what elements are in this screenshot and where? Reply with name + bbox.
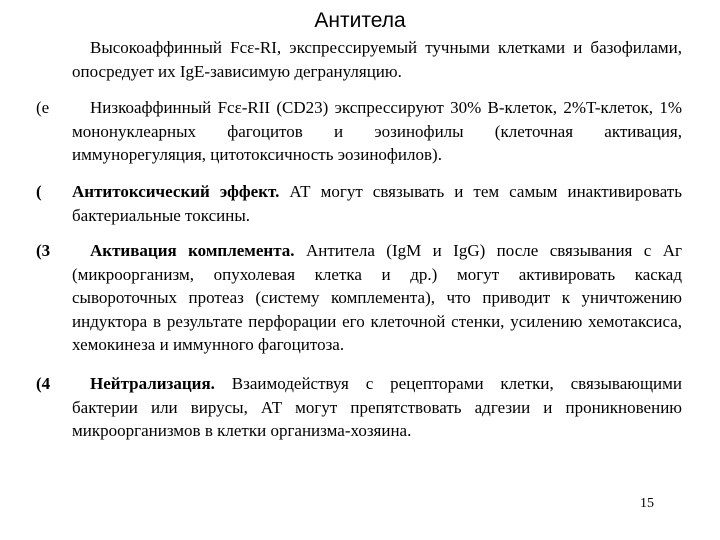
paragraph-neutralization (72, 372, 682, 443)
paragraph-heading: Активация комплемента. (90, 241, 295, 260)
paragraph-text: Низкоаффинный Fcε-RII (CD23) экспрессируют 30% B-клеток, 2%T-клеток, 1% мононуклеарных фагоцитов и эозинофилы (клеточная активация, иммунорегуляция, цитотоксичность эозинофилов). (72, 98, 682, 165)
paragraph-marker: (3 (36, 241, 51, 260)
page-number: 15 (640, 496, 654, 511)
paragraph-marker: ( (36, 182, 42, 201)
paragraph-complement (72, 239, 682, 357)
paragraph-marker: (4 (36, 374, 51, 393)
paragraph-heading: Антитоксический эффект. (72, 182, 280, 201)
paragraph-fc-ri (72, 36, 682, 83)
slide-title: Антитела (314, 9, 406, 32)
paragraph-text: Антитела (IgM и IgG) после связывания с Аг (микроорганизм, опухолевая клетка и др.) могут активировать каскад сывороточных протеаз (систему комплемента), что приводит к уничтожению индуктора в результате перфорации его клеточной стенки, усилению хемотаксиса, хемокинеза и иммунного фагоцитоза. (72, 241, 682, 355)
paragraph-antitoxic (72, 180, 682, 227)
paragraph-text: Высокоаффинный Fcε-RI, экспрессируемый тучными клетками и базофилами, опосредует их IgE-зависимую дегрануляцию. (72, 38, 682, 81)
paragraph-text: АТ могут связывать и тем самым инактивировать бактериальные токсины. (72, 182, 682, 225)
paragraph-text: Взаимодействуя с рецепторами клетки, связывающими бактерии или вирусы, АТ могут препятствовать адгезии и проникновению микроорганизмов в клетки организма-хозяина. (72, 374, 682, 441)
paragraph-marker: (e (36, 98, 50, 117)
paragraph-fc-rii (72, 96, 682, 167)
paragraph-heading: Нейтрализация. (90, 374, 215, 393)
